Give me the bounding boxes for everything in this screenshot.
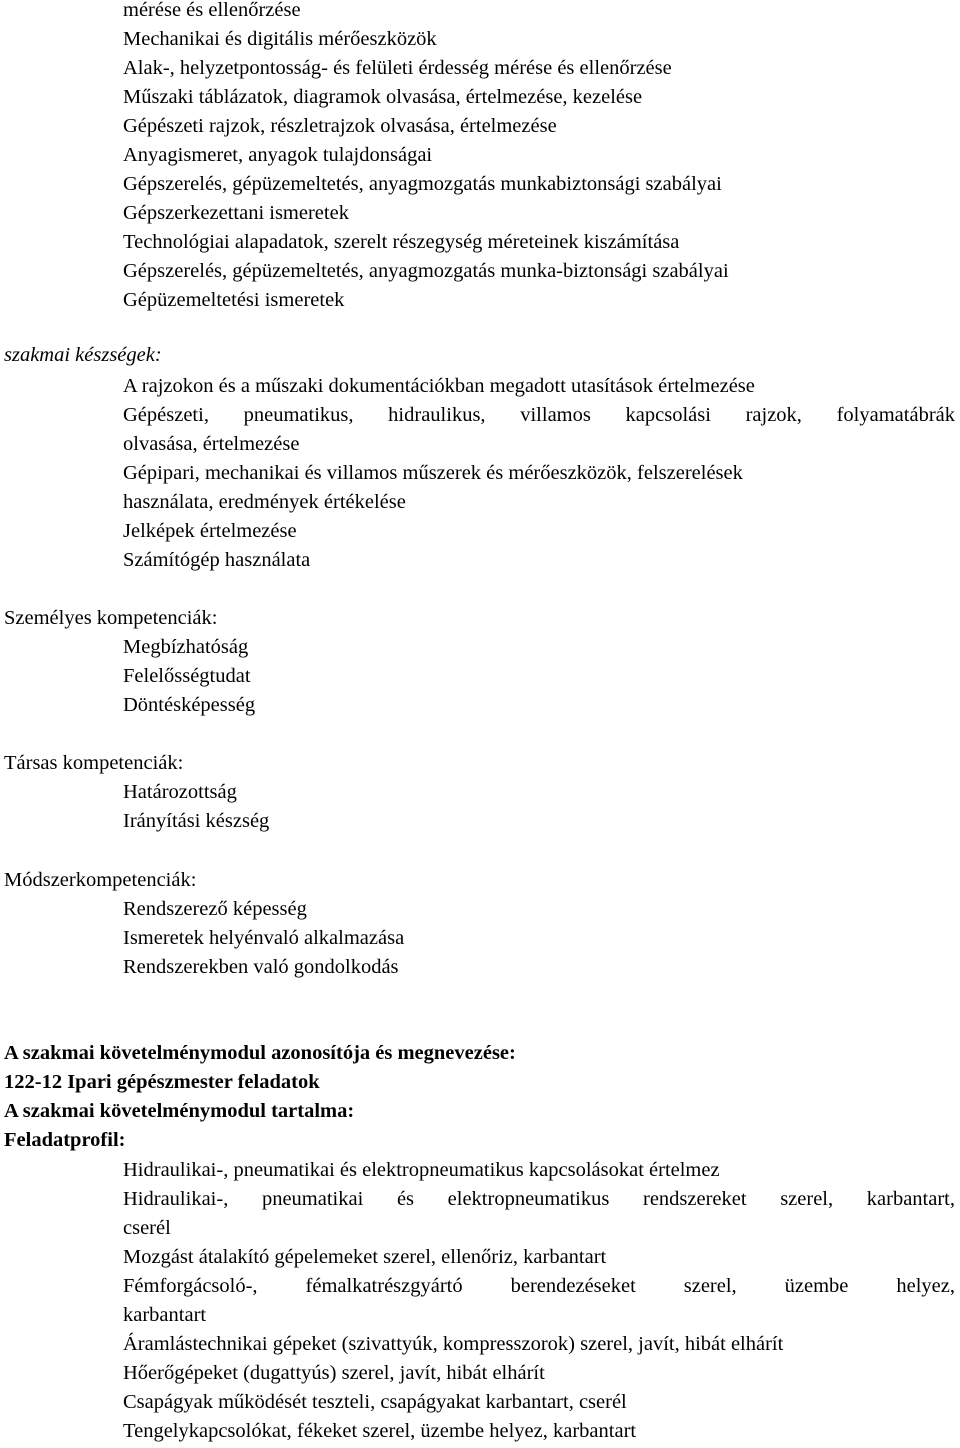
list-item: Tengelykapcsolókat, fékeket szerel, üzembe helyez, karbantart: [123, 1420, 637, 1442]
module-id-heading: A szakmai követelménymodul azonosítója és megnevezése:: [4, 1042, 516, 1064]
social-heading: Társas kompetenciák:: [4, 752, 184, 774]
list-item: Határozottság: [123, 781, 237, 803]
list-item: Csapágyak működését teszteli, csapágyakat karbantart, cserél: [123, 1391, 627, 1413]
list-item: Mozgást átalakító gépelemeket szerel, ellenőriz, karbantart: [123, 1246, 607, 1268]
list-item: Rendszerező képesség: [123, 898, 307, 920]
list-item: mérése és ellenőrzése: [123, 0, 301, 21]
list-item: Gépipari, mechanikai és villamos műszerek és mérőeszközök, felszerelések: [123, 462, 743, 484]
list-item: Gépszerelés, gépüzemeltetés, anyagmozgatás munkabiztonsági szabályai: [123, 173, 722, 195]
list-item: Rendszerekben való gondolkodás: [123, 956, 399, 978]
profile-heading: Feladatprofil:: [4, 1129, 126, 1151]
list-item: Irányítási készség: [123, 810, 270, 832]
list-item: Gépüzemeltetési ismeretek: [123, 289, 345, 311]
list-item: Döntésképesség: [123, 694, 256, 716]
list-item: Gépszerelés, gépüzemeltetés, anyagmozgatás munka-biztonsági szabályai: [123, 260, 729, 282]
list-item: Hidraulikai-, pneumatikai és elektropneumatikus rendszereket szerel, karbantart,: [123, 1188, 955, 1210]
list-item: karbantart: [123, 1304, 207, 1326]
list-item: Hidraulikai-, pneumatikai és elektropneumatikus kapcsolásokat értelmez: [123, 1159, 720, 1181]
list-item: Technológiai alapadatok, szerelt részegység méreteinek kiszámítása: [123, 231, 680, 253]
list-item: Ismeretek helyénvaló alkalmazása: [123, 927, 405, 949]
personal-heading: Személyes kompetenciák:: [4, 607, 218, 629]
method-heading: Módszerkompetenciák:: [4, 869, 197, 891]
list-item: Gépészeti, pneumatikus, hidraulikus, villamos kapcsolási rajzok, folyamatábrák: [123, 404, 955, 426]
list-item: használata, eredmények értékelése: [123, 491, 406, 513]
list-item: Gépészeti rajzok, részletrajzok olvasása, értelmezése: [123, 115, 557, 137]
list-item: Mechanikai és digitális mérőeszközök: [123, 28, 437, 50]
module-id-value: 122-12 Ipari gépészmester feladatok: [4, 1071, 320, 1093]
module-content-heading: A szakmai követelménymodul tartalma:: [4, 1100, 355, 1122]
list-item: Hőerőgépeket (dugattyús) szerel, javít, hibát elhárít: [123, 1362, 545, 1384]
list-item: olvasása, értelmezése: [123, 433, 300, 455]
list-item: A rajzokon és a műszaki dokumentációkban megadott utasítások értelmezése: [123, 375, 755, 397]
list-item: Alak-, helyzetpontosság- és felületi érdesség mérése és ellenőrzése: [123, 57, 672, 79]
skills-heading: szakmai készségek:: [4, 344, 162, 366]
list-item: Gépszerkezettani ismeretek: [123, 202, 349, 224]
list-item: Számítógép használata: [123, 549, 311, 571]
list-item: Felelősségtudat: [123, 665, 251, 687]
list-item: Fémforgácsoló-, fémalkatrészgyártó berendezéseket szerel, üzembe helyez,: [123, 1275, 955, 1297]
list-item: Anyagismeret, anyagok tulajdonságai: [123, 144, 433, 166]
list-item: cserél: [123, 1217, 171, 1239]
list-item: Áramlástechnikai gépeket (szivattyúk, kompresszorok) szerel, javít, hibát elhárít: [123, 1333, 784, 1355]
list-item: Műszaki táblázatok, diagramok olvasása, értelmezése, kezelése: [123, 86, 643, 108]
list-item: Jelképek értelmezése: [123, 520, 297, 542]
list-item: Megbízhatóság: [123, 636, 249, 658]
